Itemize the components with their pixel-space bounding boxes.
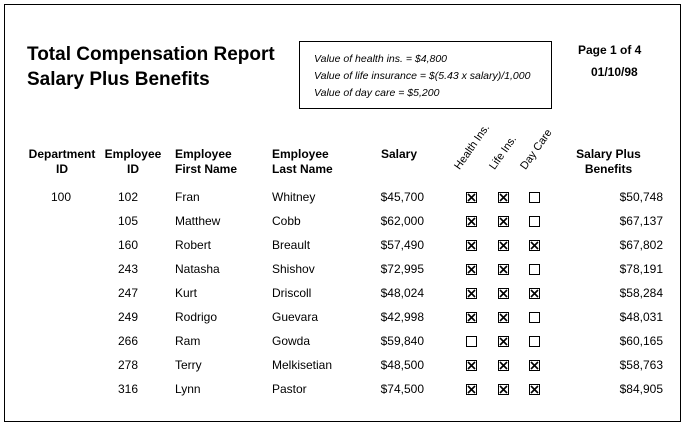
employee-id-cell: 249: [118, 310, 139, 324]
x-mark-icon: [499, 241, 508, 250]
header-day-care: Day Care: [518, 127, 555, 172]
life-ins-checkbox[interactable]: [498, 336, 509, 347]
day-care-checkbox[interactable]: [529, 336, 540, 347]
employee-id-cell: 105: [118, 214, 139, 228]
last-name-cell: Guevara: [272, 310, 319, 324]
report-title-line2: Salary Plus Benefits: [27, 69, 210, 90]
day-care-checkbox[interactable]: [529, 216, 540, 227]
x-mark-icon: [530, 385, 539, 394]
life-ins-checkbox[interactable]: [498, 240, 509, 251]
x-mark-icon: [499, 193, 508, 202]
salary-cell: $45,700: [380, 190, 424, 204]
last-name-cell: Shishov: [272, 262, 315, 276]
report-date: 01/10/98: [591, 65, 638, 79]
x-mark-icon: [530, 241, 539, 250]
health-ins-checkbox[interactable]: [466, 264, 477, 275]
salary-cell: $74,500: [380, 382, 424, 396]
day-care-checkbox[interactable]: [529, 192, 540, 203]
x-mark-icon: [499, 385, 508, 394]
life-ins-checkbox[interactable]: [498, 384, 509, 395]
health-ins-checkbox[interactable]: [466, 360, 477, 371]
health-ins-checkbox[interactable]: [466, 336, 477, 347]
x-mark-icon: [467, 361, 476, 370]
employee-id-cell: 316: [118, 382, 139, 396]
x-mark-icon: [467, 385, 476, 394]
report-title-line1: Total Compensation Report: [27, 44, 275, 65]
health-ins-checkbox[interactable]: [466, 312, 477, 323]
x-mark-icon: [499, 289, 508, 298]
header-life-ins: Life Ins.: [487, 133, 520, 172]
last-name-cell: Breault: [272, 238, 311, 252]
life-ins-checkbox[interactable]: [498, 216, 509, 227]
header-first-name: Employee First Name: [175, 147, 238, 176]
header-last-name: Employee Last Name: [272, 147, 333, 176]
employee-id-cell: 247: [118, 286, 139, 300]
salary-cell: $62,000: [380, 214, 424, 228]
note-health: Value of health ins. = $4,800: [314, 53, 448, 65]
x-mark-icon: [499, 361, 508, 370]
salary-cell: $72,995: [380, 262, 424, 276]
salary-cell: $59,840: [380, 334, 424, 348]
x-mark-icon: [467, 193, 476, 202]
header-salary: Salary: [381, 147, 418, 161]
health-ins-checkbox[interactable]: [466, 216, 477, 227]
life-ins-checkbox[interactable]: [498, 264, 509, 275]
health-ins-checkbox[interactable]: [466, 288, 477, 299]
salary-plus-benefits-cell: $78,191: [619, 262, 663, 276]
x-mark-icon: [530, 289, 539, 298]
life-ins-checkbox[interactable]: [498, 288, 509, 299]
x-mark-icon: [499, 337, 508, 346]
first-name-cell: Lynn: [175, 382, 201, 396]
salary-plus-benefits-cell: $60,165: [619, 334, 663, 348]
salary-cell: $48,500: [380, 358, 424, 372]
x-mark-icon: [499, 217, 508, 226]
report-title: [27, 42, 275, 92]
employee-id-cell: 278: [118, 358, 139, 372]
salary-cell: $57,490: [380, 238, 424, 252]
first-name-cell: Ram: [175, 334, 201, 348]
life-ins-checkbox[interactable]: [498, 360, 509, 371]
employee-id-cell: 266: [118, 334, 139, 348]
x-mark-icon: [467, 217, 476, 226]
header-salary-plus-benefits: Salary Plus Benefits: [576, 147, 641, 176]
x-mark-icon: [499, 265, 508, 274]
employee-id-cell: 243: [118, 262, 139, 276]
first-name-cell: Fran: [175, 190, 200, 204]
life-ins-checkbox[interactable]: [498, 312, 509, 323]
last-name-cell: Cobb: [272, 214, 301, 228]
day-care-checkbox[interactable]: [529, 384, 540, 395]
first-name-cell: Matthew: [175, 214, 221, 228]
page-number: Page 1 of 4: [578, 43, 642, 57]
health-ins-checkbox[interactable]: [466, 384, 477, 395]
day-care-checkbox[interactable]: [529, 264, 540, 275]
header-health-ins: Health Ins.: [452, 122, 493, 172]
salary-plus-benefits-cell: $58,284: [619, 286, 663, 300]
salary-plus-benefits-cell: $84,905: [619, 382, 663, 396]
first-name-cell: Rodrigo: [175, 310, 218, 324]
day-care-checkbox[interactable]: [529, 360, 540, 371]
x-mark-icon: [499, 313, 508, 322]
day-care-checkbox[interactable]: [529, 240, 540, 251]
employee-id-cell: 102: [118, 190, 139, 204]
first-name-cell: Natasha: [175, 262, 220, 276]
salary-cell: $48,024: [380, 286, 424, 300]
first-name-cell: Robert: [175, 238, 212, 252]
salary-plus-benefits-cell: $67,802: [619, 238, 663, 252]
employee-id-cell: 160: [118, 238, 139, 252]
x-mark-icon: [530, 361, 539, 370]
health-ins-checkbox[interactable]: [466, 192, 477, 203]
salary-cell: $42,998: [380, 310, 424, 324]
health-ins-checkbox[interactable]: [466, 240, 477, 251]
x-mark-icon: [467, 265, 476, 274]
salary-plus-benefits-cell: $58,763: [619, 358, 663, 372]
header-employee-id: Employee ID: [104, 147, 162, 176]
note-life: Value of life insurance = $(5.43 x salary)/1,000: [314, 70, 531, 82]
last-name-cell: Driscoll: [272, 286, 312, 300]
x-mark-icon: [467, 289, 476, 298]
first-name-cell: Kurt: [175, 286, 198, 300]
note-daycare: Value of day care = $5,200: [314, 87, 440, 99]
last-name-cell: Gowda: [272, 334, 311, 348]
first-name-cell: Terry: [175, 358, 202, 372]
day-care-checkbox[interactable]: [529, 312, 540, 323]
x-mark-icon: [467, 313, 476, 322]
header-department-id: Department ID: [28, 147, 96, 176]
salary-plus-benefits-cell: $48,031: [619, 310, 663, 324]
last-name-cell: Whitney: [272, 190, 316, 204]
department-id-value: 100: [51, 190, 72, 204]
benefit-values-box: [299, 41, 552, 109]
salary-plus-benefits-cell: $50,748: [619, 190, 663, 204]
salary-plus-benefits-cell: $67,137: [619, 214, 663, 228]
life-ins-checkbox[interactable]: [498, 192, 509, 203]
last-name-cell: Melkisetian: [272, 358, 333, 372]
x-mark-icon: [467, 241, 476, 250]
day-care-checkbox[interactable]: [529, 288, 540, 299]
last-name-cell: Pastor: [272, 382, 307, 396]
